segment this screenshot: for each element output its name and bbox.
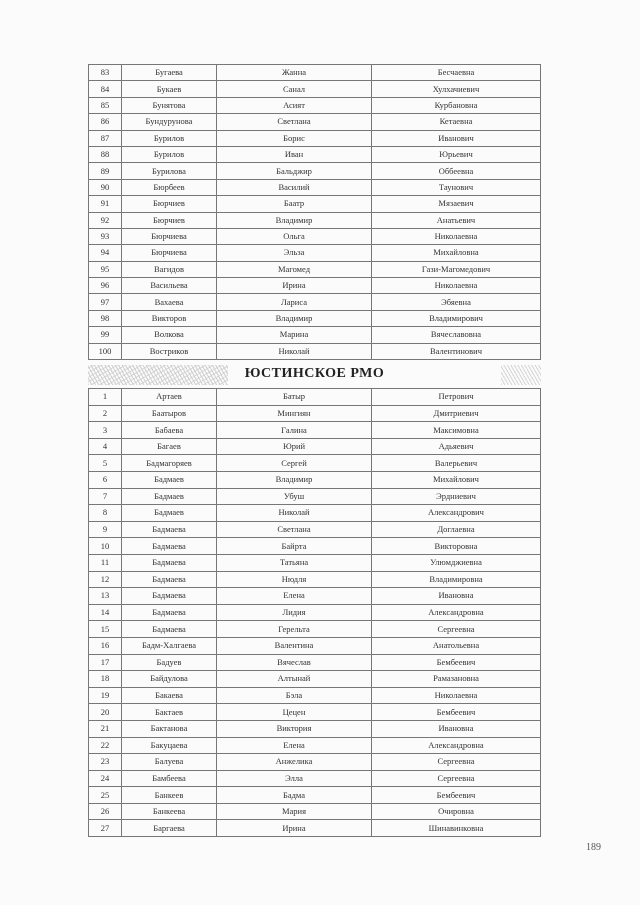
first-name: Анжелика bbox=[217, 754, 372, 771]
last-name: Вагидов bbox=[122, 261, 217, 277]
table-row bbox=[89, 343, 541, 359]
page-number: 189 bbox=[586, 842, 601, 853]
row-number: 5 bbox=[89, 455, 122, 472]
table-row bbox=[89, 245, 541, 261]
patronymic: Гази-Магомедович bbox=[372, 261, 541, 277]
table-row bbox=[89, 803, 541, 820]
table-row bbox=[89, 389, 541, 406]
row-number: 1 bbox=[89, 389, 122, 406]
first-name: Ирина bbox=[217, 820, 372, 837]
table-row bbox=[89, 278, 541, 294]
first-name: Лидия bbox=[217, 604, 372, 621]
table-row bbox=[89, 720, 541, 737]
patronymic: Николаевна bbox=[372, 228, 541, 244]
patronymic: Вячеславовна bbox=[372, 327, 541, 343]
table-row bbox=[89, 770, 541, 787]
table-row bbox=[89, 472, 541, 489]
first-name: Батыр bbox=[217, 389, 372, 406]
section-banner bbox=[88, 360, 541, 388]
last-name: Бадмаев bbox=[122, 505, 217, 522]
last-name: Бакаева bbox=[122, 687, 217, 704]
table-row bbox=[89, 505, 541, 522]
row-number: 12 bbox=[89, 571, 122, 588]
table-row bbox=[89, 687, 541, 704]
last-name: Бабаева bbox=[122, 422, 217, 439]
row-number: 85 bbox=[89, 97, 122, 113]
row-number: 27 bbox=[89, 820, 122, 837]
patronymic: Владимирович bbox=[372, 310, 541, 326]
patronymic: Александровна bbox=[372, 604, 541, 621]
last-name: Викторов bbox=[122, 310, 217, 326]
first-name: Мария bbox=[217, 803, 372, 820]
last-name: Бадмагоряев bbox=[122, 455, 217, 472]
row-number: 13 bbox=[89, 588, 122, 605]
table-row bbox=[89, 114, 541, 130]
patronymic: Валерьевич bbox=[372, 455, 541, 472]
last-name: Бадуев bbox=[122, 654, 217, 671]
last-name: Баргаева bbox=[122, 820, 217, 837]
row-number: 21 bbox=[89, 720, 122, 737]
first-name: Владимир bbox=[217, 212, 372, 228]
first-name: Елена bbox=[217, 737, 372, 754]
last-name: Бакуцаева bbox=[122, 737, 217, 754]
first-name: Мингиян bbox=[217, 405, 372, 422]
patronymic: Эбяевна bbox=[372, 294, 541, 310]
table-row bbox=[89, 671, 541, 688]
last-name: Бадмаев bbox=[122, 488, 217, 505]
table-row bbox=[89, 310, 541, 326]
last-name: Бамбеева bbox=[122, 770, 217, 787]
patronymic: Максимовна bbox=[372, 422, 541, 439]
first-name: Жанна bbox=[217, 65, 372, 81]
row-number: 15 bbox=[89, 621, 122, 638]
table-row bbox=[89, 196, 541, 212]
first-name: Бадма bbox=[217, 787, 372, 804]
patronymic: Адьяевич bbox=[372, 438, 541, 455]
last-name: Бюрчиев bbox=[122, 212, 217, 228]
first-name: Ирина bbox=[217, 278, 372, 294]
patronymic: Рамазановна bbox=[372, 671, 541, 688]
patronymic: Владимировна bbox=[372, 571, 541, 588]
patronymic: Шинавинковна bbox=[372, 820, 541, 837]
last-name: Бактанова bbox=[122, 720, 217, 737]
last-name: Бадмаева bbox=[122, 621, 217, 638]
first-name: Николай bbox=[217, 343, 372, 359]
table-row bbox=[89, 212, 541, 228]
row-number: 18 bbox=[89, 671, 122, 688]
row-number: 99 bbox=[89, 327, 122, 343]
patronymic: Александрович bbox=[372, 505, 541, 522]
first-name: Цецен bbox=[217, 704, 372, 721]
row-number: 22 bbox=[89, 737, 122, 754]
table-row bbox=[89, 179, 541, 195]
row-number: 87 bbox=[89, 130, 122, 146]
first-name: Лариса bbox=[217, 294, 372, 310]
table-row bbox=[89, 438, 541, 455]
row-number: 19 bbox=[89, 687, 122, 704]
table-row bbox=[89, 538, 541, 555]
last-name: Бюрчиев bbox=[122, 196, 217, 212]
patronymic: Кетаевна bbox=[372, 114, 541, 130]
patronymic: Сергеевна bbox=[372, 754, 541, 771]
patronymic: Михайловна bbox=[372, 245, 541, 261]
table-row bbox=[89, 81, 541, 97]
table-row bbox=[89, 787, 541, 804]
patronymic: Юрьевич bbox=[372, 146, 541, 162]
patronymic: Бембеевич bbox=[372, 654, 541, 671]
row-number: 2 bbox=[89, 405, 122, 422]
row-number: 9 bbox=[89, 521, 122, 538]
row-number: 8 bbox=[89, 505, 122, 522]
row-number: 17 bbox=[89, 654, 122, 671]
patronymic: Михайлович bbox=[372, 472, 541, 489]
patronymic: Ивановна bbox=[372, 720, 541, 737]
last-name: Бадмаева bbox=[122, 588, 217, 605]
table-row bbox=[89, 654, 541, 671]
row-number: 93 bbox=[89, 228, 122, 244]
last-name: Бадмаев bbox=[122, 472, 217, 489]
patronymic: Курбановна bbox=[372, 97, 541, 113]
row-number: 83 bbox=[89, 65, 122, 81]
table-row bbox=[89, 455, 541, 472]
row-number: 7 bbox=[89, 488, 122, 505]
first-name: Убуш bbox=[217, 488, 372, 505]
first-name: Нюдля bbox=[217, 571, 372, 588]
patronymic: Бесчаевна bbox=[372, 65, 541, 81]
first-name: Юрий bbox=[217, 438, 372, 455]
first-name: Элла bbox=[217, 770, 372, 787]
first-name: Баатр bbox=[217, 196, 372, 212]
patronymic: Николаевна bbox=[372, 278, 541, 294]
first-name: Борис bbox=[217, 130, 372, 146]
last-name: Бадмаева bbox=[122, 538, 217, 555]
first-name: Герельта bbox=[217, 621, 372, 638]
last-name: Балуева bbox=[122, 754, 217, 771]
last-name: Бадмаева bbox=[122, 571, 217, 588]
patronymic: Сергеевна bbox=[372, 621, 541, 638]
last-name: Бюрчиева bbox=[122, 228, 217, 244]
last-name: Бунятова bbox=[122, 97, 217, 113]
first-name: Владимир bbox=[217, 472, 372, 489]
last-name: Востриков bbox=[122, 343, 217, 359]
patronymic: Анатьевич bbox=[372, 212, 541, 228]
table-row bbox=[89, 65, 541, 81]
registry-table-top bbox=[88, 64, 541, 360]
first-name: Алтынай bbox=[217, 671, 372, 688]
table-row bbox=[89, 637, 541, 654]
table-row bbox=[89, 820, 541, 837]
patronymic: Иванович bbox=[372, 130, 541, 146]
table-row bbox=[89, 571, 541, 588]
row-number: 10 bbox=[89, 538, 122, 555]
last-name: Бюрчиева bbox=[122, 245, 217, 261]
table-row bbox=[89, 488, 541, 505]
table-row bbox=[89, 521, 541, 538]
row-number: 23 bbox=[89, 754, 122, 771]
table-row bbox=[89, 621, 541, 638]
row-number: 84 bbox=[89, 81, 122, 97]
table-row bbox=[89, 294, 541, 310]
patronymic: Таунович bbox=[372, 179, 541, 195]
patronymic: Оббеевна bbox=[372, 163, 541, 179]
table-row bbox=[89, 604, 541, 621]
first-name: Владимир bbox=[217, 310, 372, 326]
first-name: Валентина bbox=[217, 637, 372, 654]
first-name: Бальджир bbox=[217, 163, 372, 179]
row-number: 16 bbox=[89, 637, 122, 654]
patronymic: Дмитриевич bbox=[372, 405, 541, 422]
last-name: Бадм-Халгаева bbox=[122, 637, 217, 654]
table-row bbox=[89, 704, 541, 721]
patronymic: Ивановна bbox=[372, 588, 541, 605]
patronymic: Александровна bbox=[372, 737, 541, 754]
last-name: Банкеев bbox=[122, 787, 217, 804]
row-number: 92 bbox=[89, 212, 122, 228]
last-name: Бугаева bbox=[122, 65, 217, 81]
first-name: Вячеслав bbox=[217, 654, 372, 671]
first-name: Елена bbox=[217, 588, 372, 605]
patronymic: Анатольевна bbox=[372, 637, 541, 654]
first-name: Виктория bbox=[217, 720, 372, 737]
last-name: Бактаев bbox=[122, 704, 217, 721]
row-number: 100 bbox=[89, 343, 122, 359]
table-row bbox=[89, 422, 541, 439]
patronymic: Улюмджиевна bbox=[372, 554, 541, 571]
table-row bbox=[89, 327, 541, 343]
first-name: Асият bbox=[217, 97, 372, 113]
patronymic: Бембеевич bbox=[372, 704, 541, 721]
document-page bbox=[88, 64, 541, 837]
patronymic: Хулхачиевич bbox=[372, 81, 541, 97]
row-number: 6 bbox=[89, 472, 122, 489]
patronymic: Доглаевна bbox=[372, 521, 541, 538]
first-name: Ольга bbox=[217, 228, 372, 244]
patronymic: Эрдниевич bbox=[372, 488, 541, 505]
patronymic: Очировна bbox=[372, 803, 541, 820]
row-number: 91 bbox=[89, 196, 122, 212]
last-name: Банкеева bbox=[122, 803, 217, 820]
section-title: ЮСТИНСКОЕ РМО bbox=[244, 366, 385, 382]
table-row bbox=[89, 737, 541, 754]
last-name: Багаев bbox=[122, 438, 217, 455]
first-name: Сергей bbox=[217, 455, 372, 472]
last-name: Бурилова bbox=[122, 163, 217, 179]
row-number: 90 bbox=[89, 179, 122, 195]
table-row bbox=[89, 554, 541, 571]
row-number: 98 bbox=[89, 310, 122, 326]
row-number: 24 bbox=[89, 770, 122, 787]
row-number: 94 bbox=[89, 245, 122, 261]
last-name: Бурилов bbox=[122, 146, 217, 162]
first-name: Санал bbox=[217, 81, 372, 97]
first-name: Эльза bbox=[217, 245, 372, 261]
first-name: Татьяна bbox=[217, 554, 372, 571]
patronymic: Валентинович bbox=[372, 343, 541, 359]
row-number: 97 bbox=[89, 294, 122, 310]
row-number: 88 bbox=[89, 146, 122, 162]
first-name: Иван bbox=[217, 146, 372, 162]
last-name: Бадмаева bbox=[122, 554, 217, 571]
patronymic: Сергеевна bbox=[372, 770, 541, 787]
last-name: Бюрбеев bbox=[122, 179, 217, 195]
table-row bbox=[89, 163, 541, 179]
row-number: 11 bbox=[89, 554, 122, 571]
row-number: 4 bbox=[89, 438, 122, 455]
first-name: Светлана bbox=[217, 114, 372, 130]
table-row bbox=[89, 405, 541, 422]
row-number: 3 bbox=[89, 422, 122, 439]
last-name: Букаев bbox=[122, 81, 217, 97]
table-row bbox=[89, 146, 541, 162]
last-name: Бадмаева bbox=[122, 604, 217, 621]
table-row bbox=[89, 97, 541, 113]
first-name: Марина bbox=[217, 327, 372, 343]
row-number: 26 bbox=[89, 803, 122, 820]
row-number: 25 bbox=[89, 787, 122, 804]
last-name: Бадмаева bbox=[122, 521, 217, 538]
row-number: 20 bbox=[89, 704, 122, 721]
table-row bbox=[89, 754, 541, 771]
last-name: Артаев bbox=[122, 389, 217, 406]
first-name: Байрта bbox=[217, 538, 372, 555]
table-row bbox=[89, 130, 541, 146]
patronymic: Мязаевич bbox=[372, 196, 541, 212]
first-name: Василий bbox=[217, 179, 372, 195]
last-name: Волкова bbox=[122, 327, 217, 343]
row-number: 95 bbox=[89, 261, 122, 277]
row-number: 96 bbox=[89, 278, 122, 294]
last-name: Бурилов bbox=[122, 130, 217, 146]
first-name: Николай bbox=[217, 505, 372, 522]
last-name: Баатыров bbox=[122, 405, 217, 422]
patronymic: Петрович bbox=[372, 389, 541, 406]
row-number: 89 bbox=[89, 163, 122, 179]
last-name: Байдулова bbox=[122, 671, 217, 688]
patronymic: Бембеевич bbox=[372, 787, 541, 804]
first-name: Галина bbox=[217, 422, 372, 439]
row-number: 86 bbox=[89, 114, 122, 130]
patronymic: Николаевна bbox=[372, 687, 541, 704]
first-name: Светлана bbox=[217, 521, 372, 538]
first-name: Магомед bbox=[217, 261, 372, 277]
table-row bbox=[89, 588, 541, 605]
row-number: 14 bbox=[89, 604, 122, 621]
first-name: Бэла bbox=[217, 687, 372, 704]
registry-table-bottom bbox=[88, 388, 541, 837]
table-row bbox=[89, 261, 541, 277]
last-name: Вахаева bbox=[122, 294, 217, 310]
table-row bbox=[89, 228, 541, 244]
patronymic: Викторовна bbox=[372, 538, 541, 555]
last-name: Васильева bbox=[122, 278, 217, 294]
last-name: Бундурунова bbox=[122, 114, 217, 130]
